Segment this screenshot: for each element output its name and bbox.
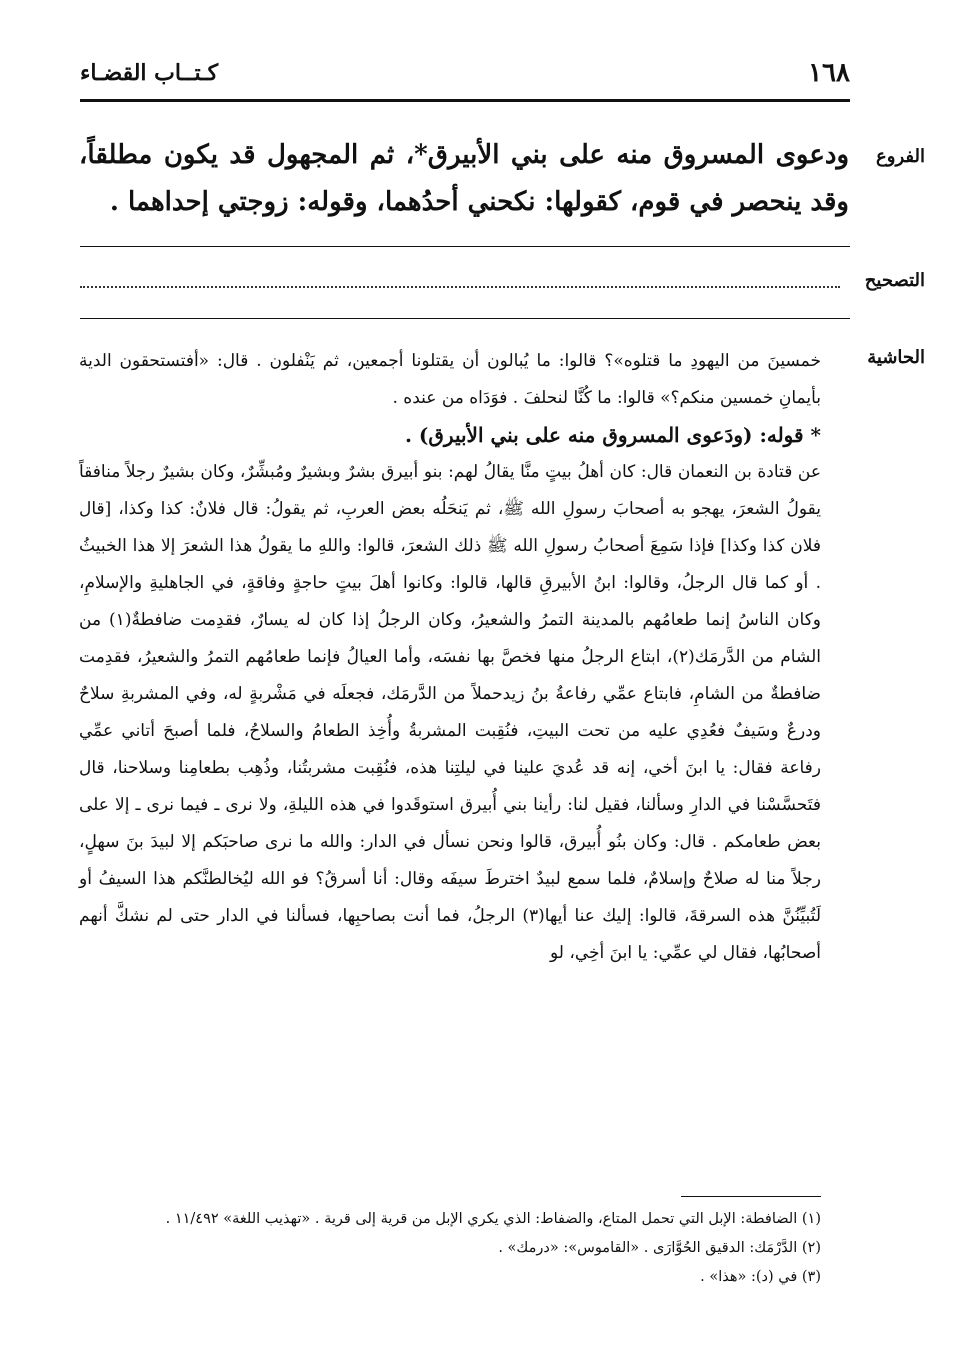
label-furu: الفروع xyxy=(876,146,925,167)
footnote-divider xyxy=(681,1196,821,1197)
qawluh-text: قوله: (ودَعوى المسروق منه على بني الأبيرق) . xyxy=(405,423,804,447)
furu-text: ودعوى المسروق منه على بني الأبيرق*، ثم المجهول قد يكون مطلقاً، وقد ينحصر في قوم، كقولها: نكحني أحدُهما، وقوله: زوجتي إحداهما . xyxy=(79,140,849,217)
page-number: ١٦٨ xyxy=(808,58,850,88)
section-divider xyxy=(80,318,850,319)
label-tashih: التصحيح xyxy=(864,270,925,291)
footnotes xyxy=(79,1205,821,1292)
hashiya-intro: خمسينَ من اليهودِ ما قتلوه»؟ قالوا: ما يُبالون أن يقتلونا أجمعين، ثم يَنْفلون . قال: «أفتستحقون الدية بأيمانِ خمسين منكم؟» قالوا: ما كُنَّا لنحلفَ . فوَدَاه من عنده . xyxy=(79,351,821,408)
book-title: كـتــاب القضـاء xyxy=(80,60,219,86)
hashiya-section xyxy=(79,343,821,972)
label-hashiya: الحاشية xyxy=(867,347,925,368)
page-header xyxy=(80,58,850,98)
footnote-2: (٢) الدَّرْمَك: الدقيق الحُوَّارَى . «القاموس»: «درمك» . xyxy=(498,1240,821,1256)
qawluh-heading xyxy=(79,417,821,454)
header-divider xyxy=(80,99,850,102)
tashih-dotted-line xyxy=(80,286,840,288)
hashiya-body: عن قتادة بن النعمان قال: كان أهلُ بيتٍ منَّا يقالُ لهم: بنو أبيرق بشرٌ وبشيرٌ ومُبشِّرٌ، وكان بشيرٌ رجلاً منافقاً يقولُ الشعرَ، يهجو به أصحابَ رسولِ الله ﷺ، ثم يَنحَلُه بعض العربِ، ثم يقولُ: قال فلانٌ: كذا وكذا، [قال فلان كذا وكذا] فإذا سَمِعَ أصحابُ رسولِ الله ﷺ ذلك الشعرَ، قالوا: واللهِ ما يقولُ هذا الشعرَ إلا هذا الخبيثُ . أو كما قال الرجلُ، وقالوا: ابنُ الأبيرقِ قالها، قالوا: وكانوا أهلَ بيتٍ حاجةٍ وفاقةٍ، في الجاهليةِ والإسلامِ، وكان الناسُ إنما طعامُهم بالمدينة التمرُ والشعيرُ، وكان الرجلُ إذا كان له يسارٌ، فقدِمت ضافطةٌ(١) من الشام من الدَّرمَك(٢)، ابتاع الرجلُ منها فخصَّ بها نفسَه، وأما العيالُ فإنما طعامُهم التمرُ والشعيرُ، فقدِمت ضافطةٌ من الشامِ، فابتاع عمِّي رفاعةُ بنُ زيدحملاً من الدَّرمَك، فجعلَه في مَشْربةٍ له، وفي المشربةِ سلاحٌ ودرعٌ وسَيفٌ فعُدِي عليه من تحت البيتِ، فنُقِبت المشربةُ وأُخِذ الطعامُ والسلاحُ، فلما أصبحَ أتاني عمِّي رفاعة فقال: يا ابنَ أخي، إنه قد عُديَ علينا في ليلتِنا هذه، فنُقِبت مشربتُنا، وذُهِب بطعامِنا وسلاحنا، قال فتَحسَّسْنا في الدارِ وسألنا، فقيل لنا: رأينا بني أُبيرق استوقَدوا في هذه الليلةِ، ولا نرى ـ فيما نرى ـ إلا على بعض طعامكم . قال: وكان بنُو أُبيرق، قالوا ونحن نسأل في الدار: والله ما نرى صاحبَكم إلا لبيدَ بنَ سهلٍ، رجلاً منا له صلاحٌ وإسلامٌ، فلما سمع لبيدٌ اخترطَ سيفَه وقال: أنا أسرقُ؟ فو الله ليُخالطنَّكم هذا السيفُ أو لَتُبيِّنُنَّ هذه السرقةَ، قالوا: إليك عنا أيها(٣) الرجلُ، فما أنت بصاحبِها، فسألنا في الدار حتى لم نشكَّ أنهم أصحابُها، فقال لي عمِّي: يا ابنَ أخِي، لو xyxy=(79,462,822,963)
footnote-1: (١) الضافطة: الإبل التي تحمل المتاع، والضفاط: الذي يكري الإبل من قرية إلى قرية . «تهذيب اللغة» ١١/٤٩٢ . xyxy=(165,1211,821,1227)
section-divider xyxy=(80,246,850,247)
star-marker: * xyxy=(810,423,821,447)
footnote-3: (٣) في (د): «هذا» . xyxy=(700,1269,821,1285)
